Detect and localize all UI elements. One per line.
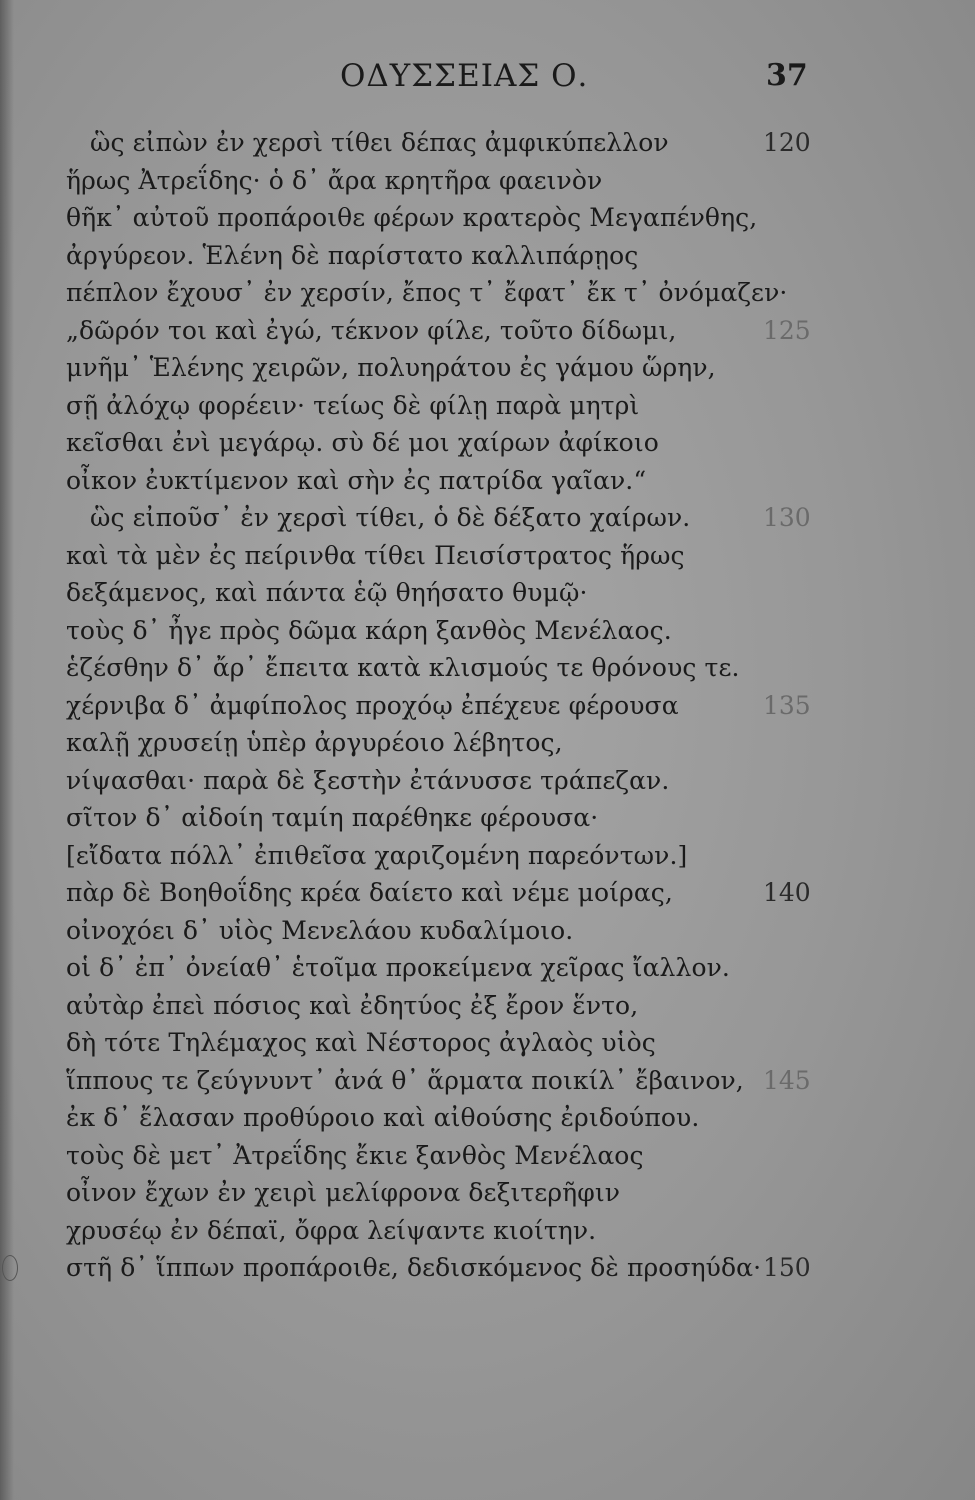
verse-text: σῖτον δ᾿ αἰδοίη ταμίη παρέθηκε φέρουσα·: [66, 803, 599, 832]
line-number: 145: [763, 1065, 811, 1095]
verse-text: μνῆμ᾿ Ἑλένης χειρῶν, πολυηράτου ἐς γάμου ὥρην,: [66, 353, 716, 382]
verse-text: ἐκ δ᾿ ἔλασαν προθύροιο καὶ αἰθούσης ἐριδούπου.: [66, 1103, 700, 1132]
verse-line: [0, 1099, 975, 1137]
verse-line: [0, 424, 975, 462]
verse-text: πὰρ δὲ Βοηθοΐδης κρέα δαίετο καὶ νέμε μοίρας,: [66, 878, 673, 907]
verse-line: [0, 762, 975, 800]
verse-text: καὶ τὰ μὲν ἐς πείρινθα τίθει Πεισίστρατος ἥρως: [66, 540, 685, 570]
verse-line: [0, 837, 975, 875]
verse-text: ὣς εἰποῦσ᾿ ἐν χερσὶ τίθει, ὁ δὲ δέξατο χαίρων.: [90, 503, 691, 532]
verse-line: [0, 1137, 975, 1175]
running-title: ΟΔΥΣΣΕΙΑΣ Ο.: [340, 58, 589, 94]
verse-line: [0, 1249, 975, 1287]
verse-line: [0, 912, 975, 950]
verse-line: [0, 649, 975, 687]
verse-text: κεῖσθαι ἐνὶ μεγάρῳ. σὺ δέ μοι χαίρων ἀφίκοιο: [66, 428, 659, 457]
verse-text: χέρνιβα δ᾿ ἀμφίπολος προχόῳ ἐπέχευε φέρουσα: [66, 690, 679, 720]
verse-line: [0, 199, 975, 237]
verse-text: θῆκ᾿ αὐτοῦ προπάροιθε φέρων κρατερὸς Μεγαπένθης,: [66, 203, 758, 232]
verse-text: στῆ δ᾿ ἵππων προπάροιθε, δεδισκόμενος δὲ προσηύδα·: [66, 1253, 762, 1282]
verse-line: [0, 687, 975, 725]
verse-text: ὣς εἰπὼν ἐν χερσὶ τίθει δέπας ἀμφικύπελλον: [90, 128, 669, 157]
verse-line: [0, 462, 975, 500]
verse-text: οἶνον ἔχων ἐν χειρὶ μελίφρονα δεξιτερῆφιν: [66, 1178, 621, 1207]
verse-text: δὴ τότε Τηλέμαχος καὶ Νέστορος ἀγλαὸς υἱὸς: [66, 1028, 656, 1057]
line-number: 150: [763, 1253, 811, 1282]
verse-text: ἑζέσθην δ᾿ ἄρ᾿ ἔπειτα κατὰ κλισμούς τε θρόνους τε.: [66, 653, 740, 682]
line-number: 140: [763, 878, 811, 907]
verse-line: [0, 124, 975, 162]
verse-line: [0, 1174, 975, 1212]
page-header: [0, 52, 975, 102]
verse-text: χρυσέῳ ἐν δέπαϊ, ὄφρα λείψαντε κιοίτην.: [66, 1215, 597, 1245]
verse-line: [0, 162, 975, 200]
verse-text: πέπλον ἔχουσ᾿ ἐν χερσίν, ἔπος τ᾿ ἔφατ᾿ ἔκ τ᾿ ὀνόμαζεν·: [66, 278, 788, 307]
verse-text: ἀργύρεον. Ἑλένη δὲ παρίστατο καλλιπάρῃος: [66, 240, 639, 270]
line-number: 135: [763, 690, 811, 720]
verse-line: [0, 387, 975, 425]
verse-line: [0, 237, 975, 275]
verse-text: ἥρως Ἀτρεΐδης· ὁ δ᾿ ἄρα κρητῆρα φαεινὸν: [66, 165, 603, 195]
verse-line: [0, 274, 975, 312]
verse-line: [0, 724, 975, 762]
verse-line: [0, 987, 975, 1025]
verse-line: [0, 349, 975, 387]
verse-line: [0, 537, 975, 575]
line-number: 125: [763, 315, 811, 345]
verse-text: αὐτὰρ ἐπεὶ πόσιος καὶ ἐδητύος ἐξ ἔρον ἕντο,: [66, 990, 639, 1020]
verse-line: [0, 874, 975, 912]
page-number: 37: [766, 58, 808, 93]
verse-text: οἰνοχόει δ᾿ υἱὸς Μενελάου κυδαλίμοιο.: [66, 915, 574, 945]
verse-line: [0, 1062, 975, 1100]
verse-text: τοὺς δ᾿ ἦγε πρὸς δῶμα κάρη ξανθὸς Μενέλαος.: [66, 615, 672, 645]
verse-line: [0, 1024, 975, 1062]
verse-line: [0, 574, 975, 612]
verse-text: καλῇ χρυσείῃ ὑπὲρ ἀργυρέοιο λέβητος,: [66, 728, 563, 757]
verse-text: σῇ ἀλόχῳ φορέειν· τείως δὲ φίλῃ παρὰ μητρὶ: [66, 390, 640, 420]
verse-text: οἱ δ᾿ ἐπ᾿ ὀνείαθ᾿ ἑτοῖμα προκείμενα χεῖρας ἴαλλον.: [66, 953, 730, 982]
line-number: 120: [763, 128, 811, 157]
verse-line: [0, 799, 975, 837]
verse-line: [0, 312, 975, 350]
verse-line: [0, 1212, 975, 1250]
verse-text: [εἴδατα πόλλ᾿ ἐπιθεῖσα χαριζομένη παρεόντων.]: [66, 840, 688, 870]
verse-line: [0, 612, 975, 650]
verse-list: [0, 124, 975, 1287]
verse-line: [0, 499, 975, 537]
verse-text: ἵππους τε ζεύγνυντ᾿ ἀνά θ᾿ ἅρματα ποικίλ᾿ ἔβαινον,: [66, 1065, 744, 1095]
line-number: 130: [763, 503, 811, 532]
margin-smudge: [2, 1255, 18, 1281]
verse-text: νίψασθαι· παρὰ δὲ ξεστὴν ἐτάνυσσε τράπεζαν.: [66, 765, 670, 795]
verse-text: οἶκον ἐυκτίμενον καὶ σὴν ἐς πατρίδα γαῖαν.“: [66, 465, 647, 495]
verse-text: „δῶρόν τοι καὶ ἐγώ, τέκνον φίλε, τοῦτο δίδωμι,: [66, 315, 677, 345]
verse-line: [0, 949, 975, 987]
verse-text: τοὺς δὲ μετ᾿ Ἀτρεΐδης ἔκιε ξανθὸς Μενέλαος: [66, 1140, 644, 1170]
verse-text: δεξάμενος, καὶ πάντα ἑῷ θηήσατο θυμῷ·: [66, 578, 588, 607]
